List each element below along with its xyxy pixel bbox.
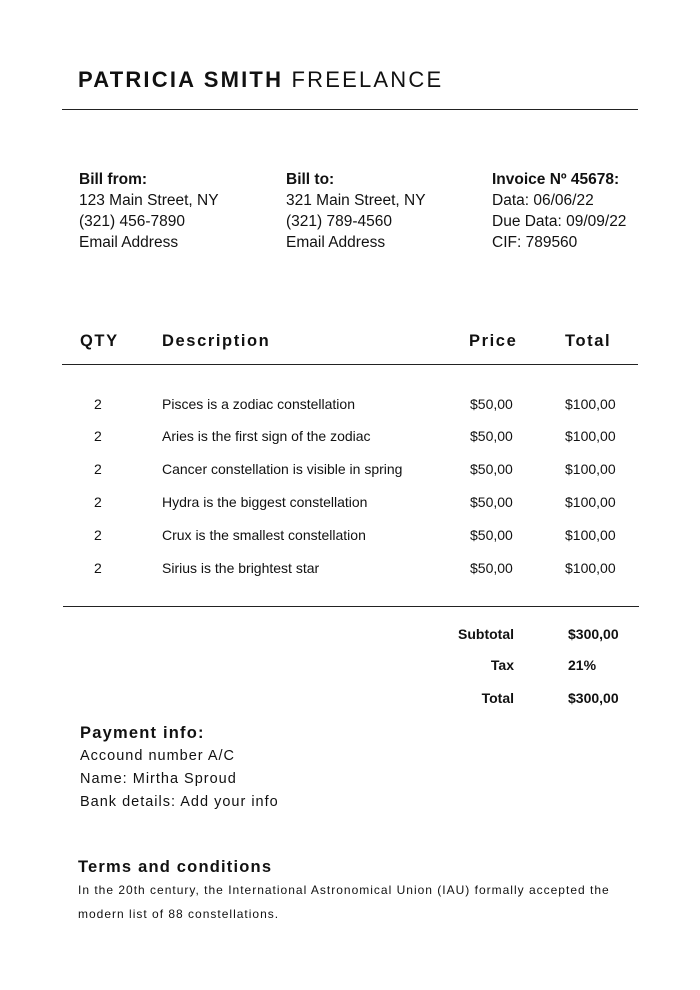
bill-from-email: Email Address: [79, 234, 179, 251]
row-qty: 2: [94, 527, 102, 543]
bill-to-heading: Bill to:: [286, 171, 335, 188]
row-price: $50,00: [470, 560, 513, 576]
table-row: [0, 393, 700, 415]
row-total: $100,00: [565, 560, 616, 576]
invoice-due-date: Due Data: 09/09/22: [492, 213, 627, 230]
total-row: [0, 688, 700, 708]
payment-name: Name: Mirtha Sproud: [80, 771, 237, 787]
page-title: [78, 66, 443, 94]
terms-body: In the 20th century, the International Astronomical Union (IAU) formally accepted the modern list of 88 constellations.: [78, 883, 610, 921]
row-qty: 2: [94, 461, 102, 477]
bill-from-phone: (321) 456-7890: [79, 213, 185, 230]
tax-label: Tax: [490, 657, 514, 673]
table-footer-divider: [63, 606, 639, 607]
payment-bank-details: Bank details: Add your info: [80, 794, 279, 810]
row-total: $100,00: [565, 396, 616, 412]
header-divider: [62, 109, 638, 110]
invoice-number-heading: Invoice Nº 45678:: [492, 171, 620, 188]
tax-row: [0, 655, 700, 675]
table-row: [0, 425, 700, 447]
row-price: $50,00: [470, 428, 513, 444]
tax-value: 21%: [568, 657, 597, 673]
bill-from-heading: Bill from:: [79, 171, 148, 188]
payment-info-heading: Payment info:: [80, 724, 205, 742]
table-row: [0, 557, 700, 579]
row-total: $100,00: [565, 494, 616, 510]
title-suffix: FREELANCE: [291, 67, 444, 92]
bill-to-block: [286, 169, 426, 253]
freelancer-name: PATRICIA SMITH: [78, 67, 284, 92]
row-description: Hydra is the biggest constellation: [162, 494, 368, 510]
column-header-qty: QTY: [80, 332, 119, 350]
column-header-total: Total: [565, 332, 612, 350]
subtotal-value: $300,00: [568, 626, 619, 642]
row-price: $50,00: [470, 396, 513, 412]
row-qty: 2: [94, 494, 102, 510]
row-price: $50,00: [470, 527, 513, 543]
table-header-divider: [62, 364, 638, 365]
subtotal-label: Subtotal: [458, 626, 514, 642]
table-row: [0, 491, 700, 513]
row-price: $50,00: [470, 461, 513, 477]
row-total: $100,00: [565, 428, 616, 444]
column-header-description: Description: [162, 332, 271, 350]
invoice-date: Data: 06/06/22: [492, 192, 594, 209]
row-description: Pisces is a zodiac constellation: [162, 396, 355, 412]
row-total: $100,00: [565, 527, 616, 543]
row-description: Crux is the smallest constellation: [162, 527, 366, 543]
payment-account: Accound number A/C: [80, 748, 236, 764]
bill-to-email: Email Address: [286, 234, 386, 251]
column-header-price: Price: [469, 332, 518, 350]
row-qty: 2: [94, 428, 102, 444]
row-description: Cancer constellation is visible in spring: [162, 461, 403, 477]
subtotal-row: [0, 624, 700, 644]
row-qty: 2: [94, 560, 102, 576]
total-value: $300,00: [568, 690, 619, 706]
row-total: $100,00: [565, 461, 616, 477]
bill-to-phone: (321) 789-4560: [286, 213, 392, 230]
invoice-cif: CIF: 789560: [492, 234, 578, 251]
terms-heading: Terms and conditions: [78, 858, 273, 876]
bill-from-address: 123 Main Street, NY: [79, 192, 219, 209]
row-qty: 2: [94, 396, 102, 412]
row-description: Sirius is the brightest star: [162, 560, 320, 576]
bill-to-address: 321 Main Street, NY: [286, 192, 426, 209]
total-label: Total: [481, 690, 514, 706]
table-row: [0, 524, 700, 546]
row-description: Aries is the first sign of the zodiac: [162, 428, 371, 444]
bill-from-block: [79, 169, 219, 253]
invoice-info-block: [492, 169, 626, 253]
table-row: [0, 458, 700, 480]
row-price: $50,00: [470, 494, 513, 510]
